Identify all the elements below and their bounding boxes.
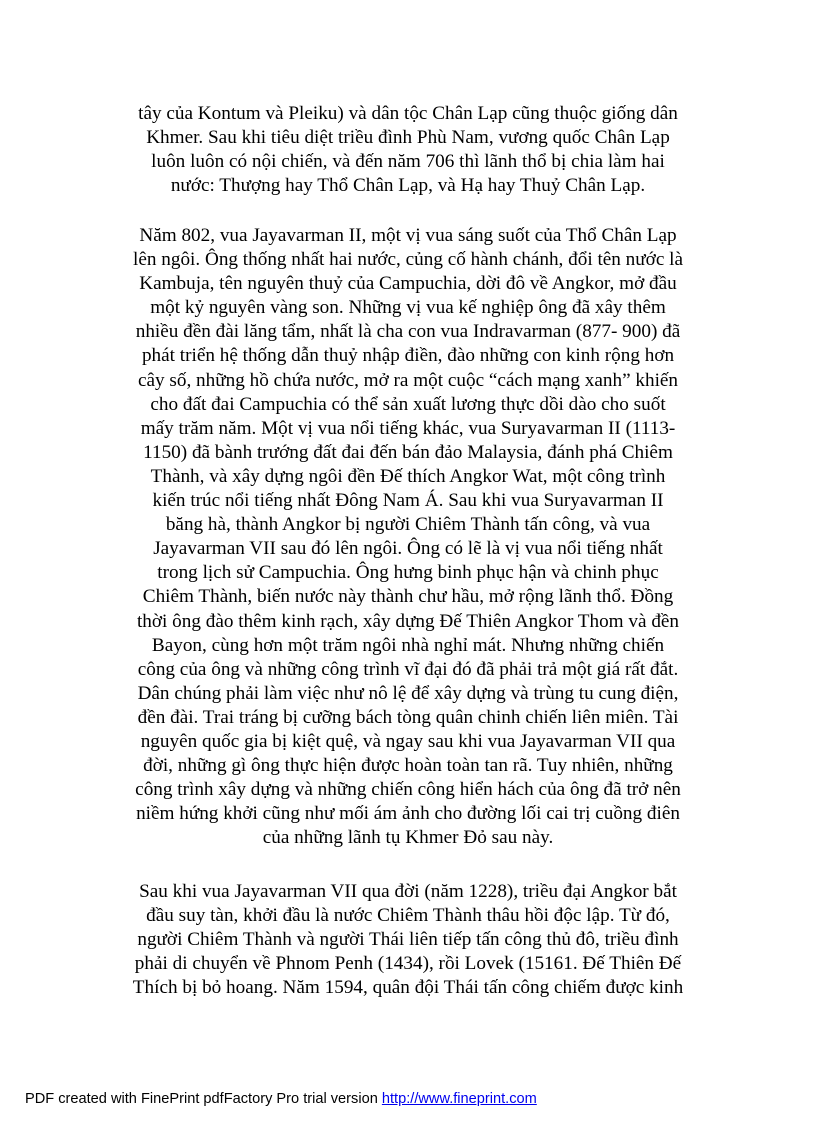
text-line: người Chiêm Thành và người Thái liên tiếp tấn công thủ đô, triều đình bbox=[137, 929, 679, 951]
paragraph-3 bbox=[118, 880, 698, 1000]
text-line: luôn luôn có nội chiến, và đến năm 706 thì lãnh thổ bị chia làm hai bbox=[151, 151, 665, 173]
text-line: phải di chuyển về Phnom Penh (1434), rồi Lovek (15161. Đế Thiên Đế bbox=[134, 953, 682, 975]
footer-text: PDF created with FinePrint pdfFactory Pro trial version bbox=[25, 1091, 382, 1107]
text-line: Sau khi vua Jayavarman VII qua đời (năm 1228), triều đại Angkor bắt bbox=[139, 881, 677, 902]
text-line: đời, những gì ông thực hiện được hoàn toàn tan rã. Tuy nhiên, những bbox=[143, 755, 673, 777]
text-line: lên ngôi. Ông thống nhất hai nước, củng cố hành chánh, đổi tên nước là bbox=[133, 249, 683, 271]
text-line: Dân chúng phải làm việc như nô lệ để xây dựng và trùng tu cung điện, bbox=[137, 682, 679, 704]
fineprint-link[interactable]: http://www.fineprint.com bbox=[381, 1091, 537, 1107]
text-line: Bayon, cùng hơn một trăm ngôi nhà nghỉ mát. Nhưng những chiến bbox=[151, 634, 665, 656]
text-line: một kỷ nguyên vàng son. Những vị vua kế nghiệp ông đã xây thêm bbox=[150, 297, 666, 319]
text-line: Chiêm Thành, biến nước này thành chư hầu, mở rộng lãnh thổ. Đồng bbox=[142, 586, 674, 608]
paragraph-1 bbox=[118, 102, 698, 198]
text-line: cây số, những hồ chứa nước, mở ra một cuộc “cách mạng xanh” khiến bbox=[137, 369, 679, 391]
text-line: cho đất đai Campuchia có thể sản xuất lương thực dồi dào cho suốt bbox=[150, 393, 666, 415]
text-line: trong lịch sử Campuchia. Ông hưng binh phục hận và chinh phục bbox=[157, 562, 659, 584]
text-line: mấy trăm năm. Một vị vua nổi tiếng khác, vua Suryavarman II (1113- bbox=[140, 417, 676, 439]
pdf-footer bbox=[25, 1090, 537, 1108]
text-line: Thích bị bỏ hoang. Năm 1594, quân đội Thái tấn công chiếm được kinh bbox=[132, 977, 684, 999]
text-line: đền đài. Trai tráng bị cưỡng bách tòng quân chinh chiến liên miên. Tài bbox=[137, 706, 679, 728]
text-line: kiến trúc nổi tiếng nhất Đông Nam Á. Sau khi vua Suryavarman II bbox=[152, 490, 664, 512]
text-line: công trình xây dựng và những chiến công hiển hách của ông đã trở nên bbox=[135, 779, 681, 801]
paragraph-2 bbox=[118, 224, 698, 850]
text-line: nhiều đền đài lăng tẩm, nhất là cha con vua Indravarman (877- 900) đã bbox=[135, 321, 681, 343]
text-line: đầu suy tàn, khởi đầu là nước Chiêm Thành thâu hồi độc lập. Từ đó, bbox=[146, 905, 670, 927]
text-line: tây của Kontum và Pleiku) và dân tộc Chân Lạp cũng thuộc giống dân bbox=[138, 103, 678, 124]
text-line: phát triển hệ thống dẫn thuỷ nhập điền, đào những con kinh rộng hơn bbox=[141, 345, 675, 367]
text-line: của những lãnh tụ Khmer Đỏ sau này. bbox=[262, 827, 554, 849]
text-line: Kambuja, tên nguyên thuỷ của Campuchia, dời đô về Angkor, mở đầu bbox=[139, 273, 677, 295]
text-line: 1150) đã bành trướng đất đai đến bán đảo Malaysia, đánh phá Chiêm bbox=[143, 441, 673, 463]
text-line: nguyên quốc gia bị kiệt quệ, và ngay sau khi vua Jayavarman VII qua bbox=[140, 730, 676, 752]
text-line: niềm hứng khởi cũng như mối ám ảnh cho đường lối cai trị cuồng điên bbox=[136, 803, 680, 825]
text-line: Jayavarman VII sau đó lên ngôi. Ông có lẽ là vị vua nổi tiếng nhất bbox=[153, 538, 663, 560]
text-line: nước: Thượng hay Thổ Chân Lạp, và Hạ hay Thuỷ Chân Lạp. bbox=[170, 175, 646, 197]
text-line: công của ông và những công trình vĩ đại đó đã phải trả một giá rất đắt. bbox=[137, 658, 679, 680]
text-line: thời ông đào thêm kinh rạch, xây dựng Đế Thiên Angkor Thom và đền bbox=[136, 610, 680, 632]
text-line: băng hà, thành Angkor bị người Chiêm Thành tấn công, và vua bbox=[165, 514, 651, 536]
text-line: Thành, và xây dựng ngôi đền Đế thích Angkor Wat, một công trình bbox=[150, 465, 666, 487]
text-line: Năm 802, vua Jayavarman II, một vị vua sáng suốt của Thổ Chân Lạp bbox=[139, 225, 677, 246]
text-line: Khmer. Sau khi tiêu diệt triều đình Phù Nam, vương quốc Chân Lạp bbox=[146, 127, 670, 149]
